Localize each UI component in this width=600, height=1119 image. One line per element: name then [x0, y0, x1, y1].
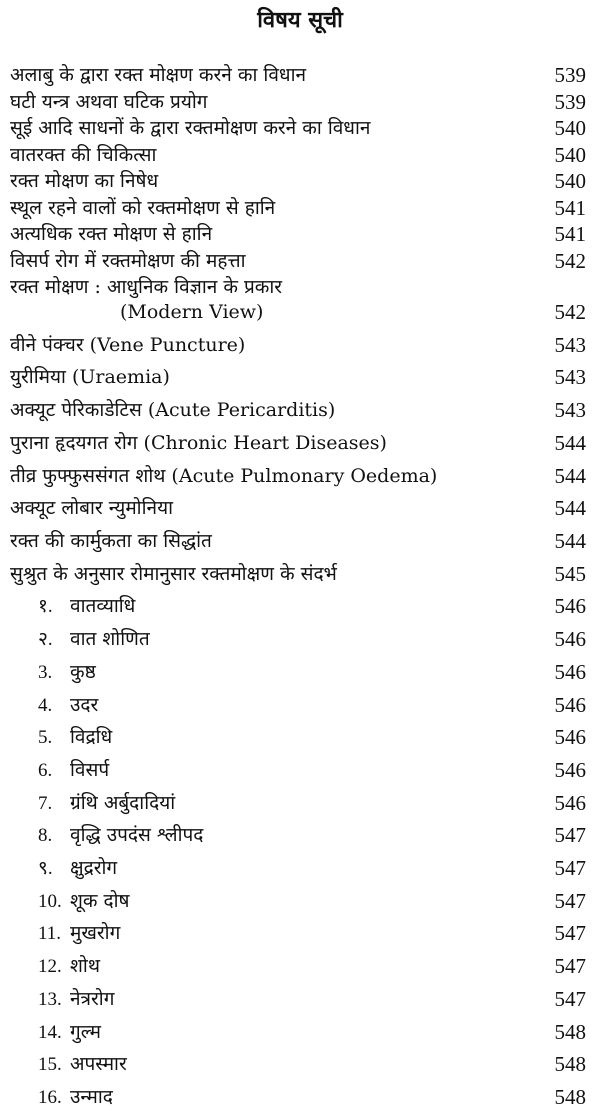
toc-entry-text: विसर्प रोग में रक्तमोक्षण की महत्ता: [10, 249, 246, 272]
toc-entry: [0, 194, 600, 222]
toc-entry: [0, 141, 600, 169]
toc-entry-text: क्षुद्ररोग: [70, 857, 118, 880]
toc-entry-title: [10, 396, 335, 424]
toc-entry-page: 546: [554, 627, 586, 652]
toc-entry-page: 547: [554, 823, 586, 848]
toc-entry-page: 546: [554, 659, 586, 684]
toc-entry: [0, 220, 600, 248]
toc-entry-page: 542: [554, 300, 586, 324]
toc-entry-title: [10, 88, 207, 116]
toc-entry-number: १.: [38, 596, 53, 618]
toc-entry: [0, 1018, 600, 1046]
toc-entry-page: 547: [554, 856, 586, 881]
toc-entry-text: वात शोणित: [70, 628, 150, 651]
toc-entry: [0, 331, 600, 359]
toc-entry-page: 539: [554, 89, 586, 114]
toc-entry-number: 3.: [38, 661, 53, 683]
toc-entry-title: [38, 691, 98, 720]
toc-entry-number: 10.: [38, 890, 62, 912]
toc-entry-number: २.: [38, 629, 53, 651]
toc-entry-number: 4.: [38, 694, 53, 716]
toc-entry: [0, 691, 600, 719]
toc-entry: [0, 592, 600, 620]
toc-entry-text: वातरक्त की चिकित्सा: [10, 143, 157, 166]
toc-entry-page: 544: [554, 496, 586, 521]
toc-entry-title: [38, 723, 112, 752]
toc-entry-page: 548: [554, 1019, 586, 1044]
toc-entry-page: 542: [554, 248, 586, 273]
toc-entry-text: अत्यधिक रक्त मोक्षण से हानि: [10, 223, 213, 245]
toc-entry-page: 540: [554, 116, 586, 140]
toc-entry: [0, 462, 600, 490]
toc-entry: [0, 273, 600, 301]
toc-entry: [0, 527, 600, 555]
toc-entry-title: [10, 462, 437, 490]
toc-entry-title: [10, 220, 212, 248]
toc-entry-title: [10, 247, 246, 275]
toc-entry-title: [10, 141, 156, 169]
toc-entry-text: शूक दोष: [70, 889, 130, 912]
toc-entry: [0, 887, 600, 915]
toc-entry-title: [38, 952, 100, 981]
toc-entry: [0, 625, 600, 653]
toc-entry: [0, 429, 600, 457]
toc-entry-title: [10, 363, 170, 391]
toc-entry-title: [38, 821, 203, 850]
toc-entry-title: [10, 331, 245, 359]
toc-entry-page: 545: [554, 561, 586, 586]
toc-entry-title: [38, 887, 130, 916]
toc-entry-title: [10, 273, 282, 301]
toc-entry-page: 547: [554, 888, 586, 913]
toc-entry-title: [10, 194, 275, 222]
toc-entry: [0, 1083, 600, 1111]
toc-entry-page: 548: [554, 1085, 586, 1109]
toc-entry-number: 7.: [38, 792, 53, 814]
toc-entry: [0, 396, 600, 424]
toc-entry-title: [38, 756, 109, 785]
toc-entry: [0, 756, 600, 784]
toc-entry-page: 544: [554, 463, 586, 488]
toc-entry-title: [38, 985, 114, 1014]
toc-entry-title: [38, 789, 175, 818]
toc-entry: [0, 494, 600, 522]
toc-entry-title: [10, 114, 370, 142]
toc-entry-title: [10, 429, 387, 457]
toc-entry-title: [38, 1018, 101, 1047]
toc-entry: [0, 247, 600, 275]
toc-entry-page: 544: [554, 528, 586, 553]
toc-entry-title: [38, 625, 150, 654]
toc-entry-page: 544: [554, 430, 586, 455]
toc-entry-number: 12.: [38, 956, 62, 978]
toc-entry-number: 16.: [38, 1087, 62, 1108]
toc-entry: [0, 723, 600, 751]
toc-entry-text: अक्यूट पेरिकाडेटिस (Acute Pericarditis): [10, 399, 336, 422]
toc-entry-text: उन्माद: [70, 1086, 113, 1108]
toc-entry: [0, 789, 600, 817]
page-title: विषय सूची: [257, 7, 343, 33]
toc-entry-title: [10, 560, 337, 588]
toc-entry-text: वृद्धि उपदंस श्लीपद: [70, 824, 204, 847]
toc-entry: [0, 61, 600, 89]
toc-entry-title: [120, 298, 263, 326]
toc-entry-title: [38, 919, 120, 948]
toc-entry: [0, 167, 600, 195]
toc-entry: [0, 952, 600, 980]
toc-entry: [0, 658, 600, 686]
toc-entry-number: 13.: [38, 988, 62, 1010]
toc-entry-page: 546: [554, 594, 586, 619]
toc-entry-page: 541: [554, 222, 586, 246]
toc-entry: [0, 560, 600, 588]
toc-entry-page: 543: [554, 365, 586, 390]
toc-entry-title: [38, 1083, 113, 1112]
toc-entry-page: 540: [554, 142, 586, 167]
toc-entry-text: मुखरोग: [70, 922, 121, 945]
toc-entry-text: स्थूल रहने वालों को रक्तमोक्षण से हानि: [10, 196, 276, 219]
toc-entry: [0, 88, 600, 116]
toc-entry: [0, 114, 600, 142]
toc-entry-page: 547: [554, 986, 586, 1011]
toc-entry-text: शोथ: [70, 955, 100, 978]
toc-entry-number: 8.: [38, 825, 53, 847]
toc-entry: [0, 919, 600, 947]
toc-entry-page: 546: [554, 757, 586, 782]
toc-entry-page: 543: [554, 332, 586, 357]
toc-entry-text: वीने पंक्चर (Vene Puncture): [10, 333, 246, 356]
toc-entry-text: अलाबु के द्वारा रक्त मोक्षण करने का विधान: [10, 64, 307, 86]
toc-entry-text: अपस्मार: [70, 1053, 127, 1076]
toc-entry-text: सुश्रुत के अनुसार रोमानुसार रक्तमोक्षण के संदर्भ: [10, 562, 337, 585]
toc-entry: [0, 363, 600, 391]
toc-entry-text: विसर्प: [70, 758, 110, 781]
toc-entry-text: रक्त मोक्षण का निषेध: [10, 170, 159, 192]
toc-entry-text: नेत्ररोग: [70, 987, 115, 1010]
toc-entry-text: गुल्म: [70, 1020, 101, 1043]
toc-entry-text: घटी यन्त्र अथवा घटिक प्रयोग: [10, 90, 208, 113]
toc-entry-text: तीव्र फुफ्फुससंगत शोथ (Acute Pulmonary Oedema): [10, 464, 438, 487]
toc-entry-title: [38, 592, 135, 621]
toc-entry-text: अक्यूट लोबार न्युमोनिया: [10, 497, 174, 520]
toc-entry-title: [38, 854, 117, 883]
toc-entry-text: पुराना हृदयगत रोग (Chronic Heart Diseases): [10, 431, 387, 454]
toc-entry-text: रक्त मोक्षण : आधुनिक विज्ञान के प्रकार: [10, 276, 283, 298]
toc-entry-number: 5.: [38, 727, 53, 749]
toc-entry-page: 546: [554, 790, 586, 815]
toc-entry: [0, 985, 600, 1013]
toc-entry-page: 547: [554, 954, 586, 979]
toc-entry-text: कुष्ठ: [70, 660, 96, 683]
toc-entry-title: [10, 61, 306, 89]
toc-entry-page: 548: [554, 1052, 586, 1077]
toc-entry-title: [10, 167, 158, 195]
toc-entry-title: [10, 494, 173, 522]
toc-entry-title: [38, 1050, 127, 1079]
toc-entry-number: 14.: [38, 1021, 62, 1043]
toc-entry-text: (Modern View): [120, 301, 264, 323]
toc-entry-number: 6.: [38, 759, 53, 781]
toc-entry: [0, 298, 600, 326]
toc-entry-page: 543: [554, 398, 586, 423]
toc-entry-title: [38, 658, 96, 687]
toc-entry-text: युरीमिया (Uraemia): [10, 366, 170, 389]
toc-entry: [0, 1050, 600, 1078]
toc-entry-page: 541: [554, 195, 586, 220]
toc-entry-number: 11.: [38, 923, 62, 945]
toc-entry-title: [10, 527, 212, 555]
toc-entry-text: विद्रधि: [70, 726, 113, 749]
toc-entry-page: 546: [554, 692, 586, 717]
toc-entry-number: 15.: [38, 1054, 62, 1076]
toc-entry-page: 547: [554, 921, 586, 946]
toc-entry-text: उदर: [70, 693, 99, 716]
toc-entry-text: सूई आदि साधनों के द्वारा रक्तमोक्षण करने का विधान: [10, 117, 371, 139]
toc-entry-page: 540: [554, 169, 586, 193]
toc-entry-text: ग्रंथि अर्बुदादियां: [70, 791, 176, 814]
toc-entry-text: वातव्याधि: [70, 595, 136, 618]
toc-entry-page: 546: [554, 725, 586, 750]
toc-entry-number: ९.: [38, 858, 53, 880]
toc-entry: [0, 854, 600, 882]
toc-entry: [0, 821, 600, 849]
toc-entry-text: रक्त की कार्मुकता का सिद्धांत: [10, 529, 212, 552]
toc-entry-page: 539: [554, 63, 586, 87]
